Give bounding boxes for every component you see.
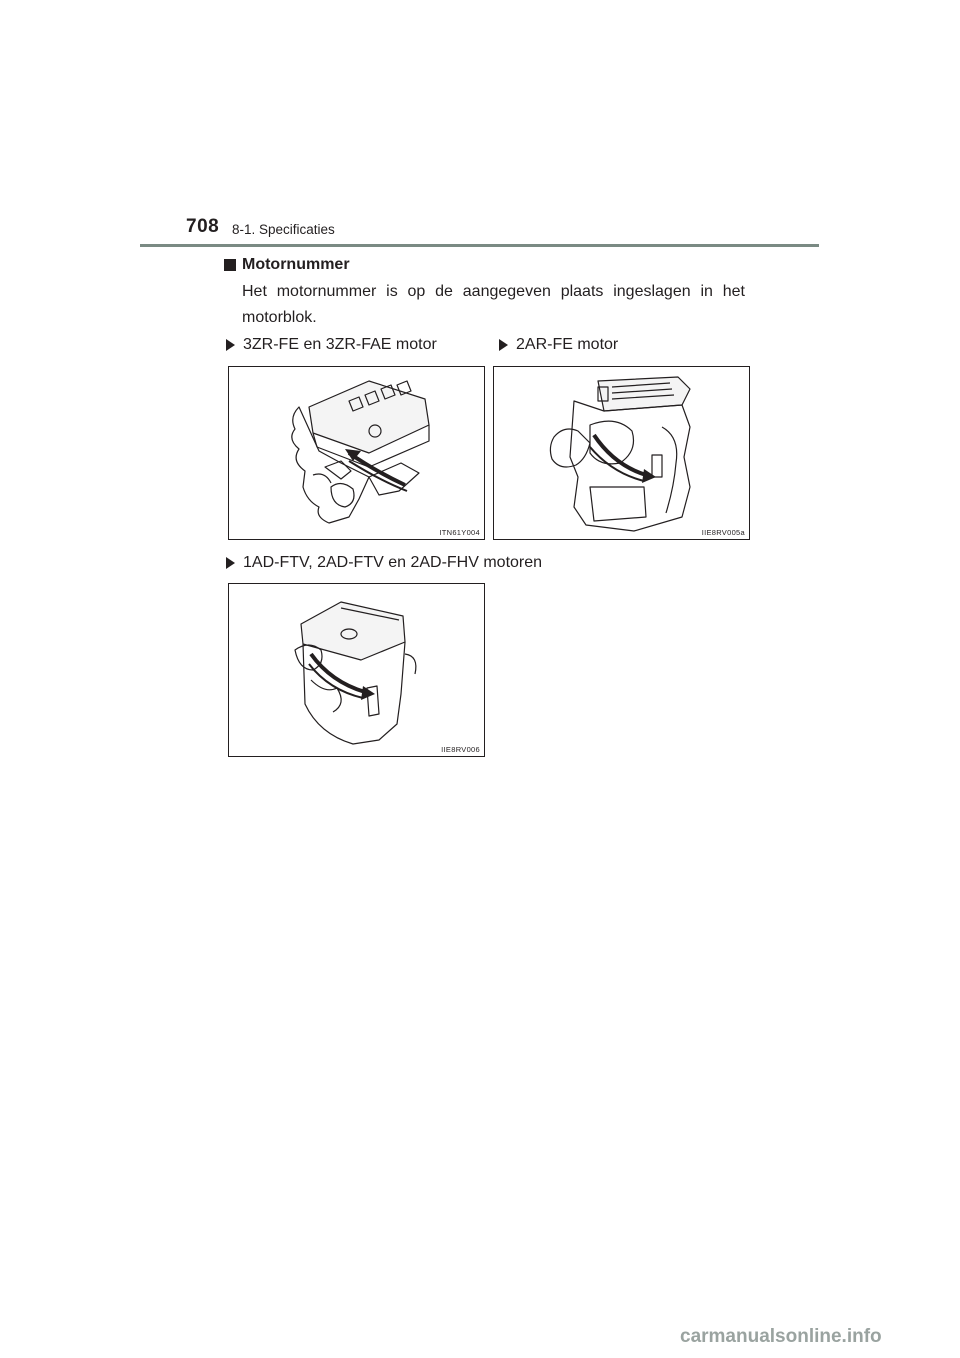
section-title: 8-1. Specificaties — [232, 222, 335, 237]
triangle-bullet-icon — [499, 339, 508, 351]
engine-figure-ad — [228, 583, 485, 757]
figure-caption-1 — [226, 336, 437, 354]
watermark: carmanualsonline.info — [680, 1326, 882, 1347]
heading-text: Motornummer — [242, 256, 350, 273]
triangle-bullet-icon — [226, 557, 235, 569]
body-paragraph: Het motornummer is op de aangegeven plaats ingeslagen in het motorblok. — [242, 283, 745, 326]
figure-caption-2 — [499, 336, 618, 354]
engine-figure-2ar — [493, 366, 750, 540]
engine-illustration-icon — [229, 584, 486, 758]
header-rule — [140, 244, 819, 247]
section-heading — [224, 256, 350, 274]
figure-code: ITN61Y004 — [439, 528, 480, 537]
square-bullet-icon — [224, 259, 236, 271]
engine-illustration-icon — [229, 367, 486, 541]
figure-code: IIE8RV006 — [441, 745, 480, 754]
triangle-bullet-icon — [226, 339, 235, 351]
caption-text: 1AD-FTV, 2AD-FTV en 2AD-FHV motoren — [243, 554, 543, 571]
page-number: 708 — [186, 216, 220, 237]
engine-figure-3zr — [228, 366, 485, 540]
figure-caption-3 — [226, 554, 542, 572]
engine-illustration-icon — [494, 367, 751, 541]
figure-code: IIE8RV005a — [701, 528, 745, 537]
caption-text: 2AR-FE motor — [516, 336, 619, 353]
caption-text: 3ZR-FE en 3ZR-FAE motor — [243, 336, 437, 353]
